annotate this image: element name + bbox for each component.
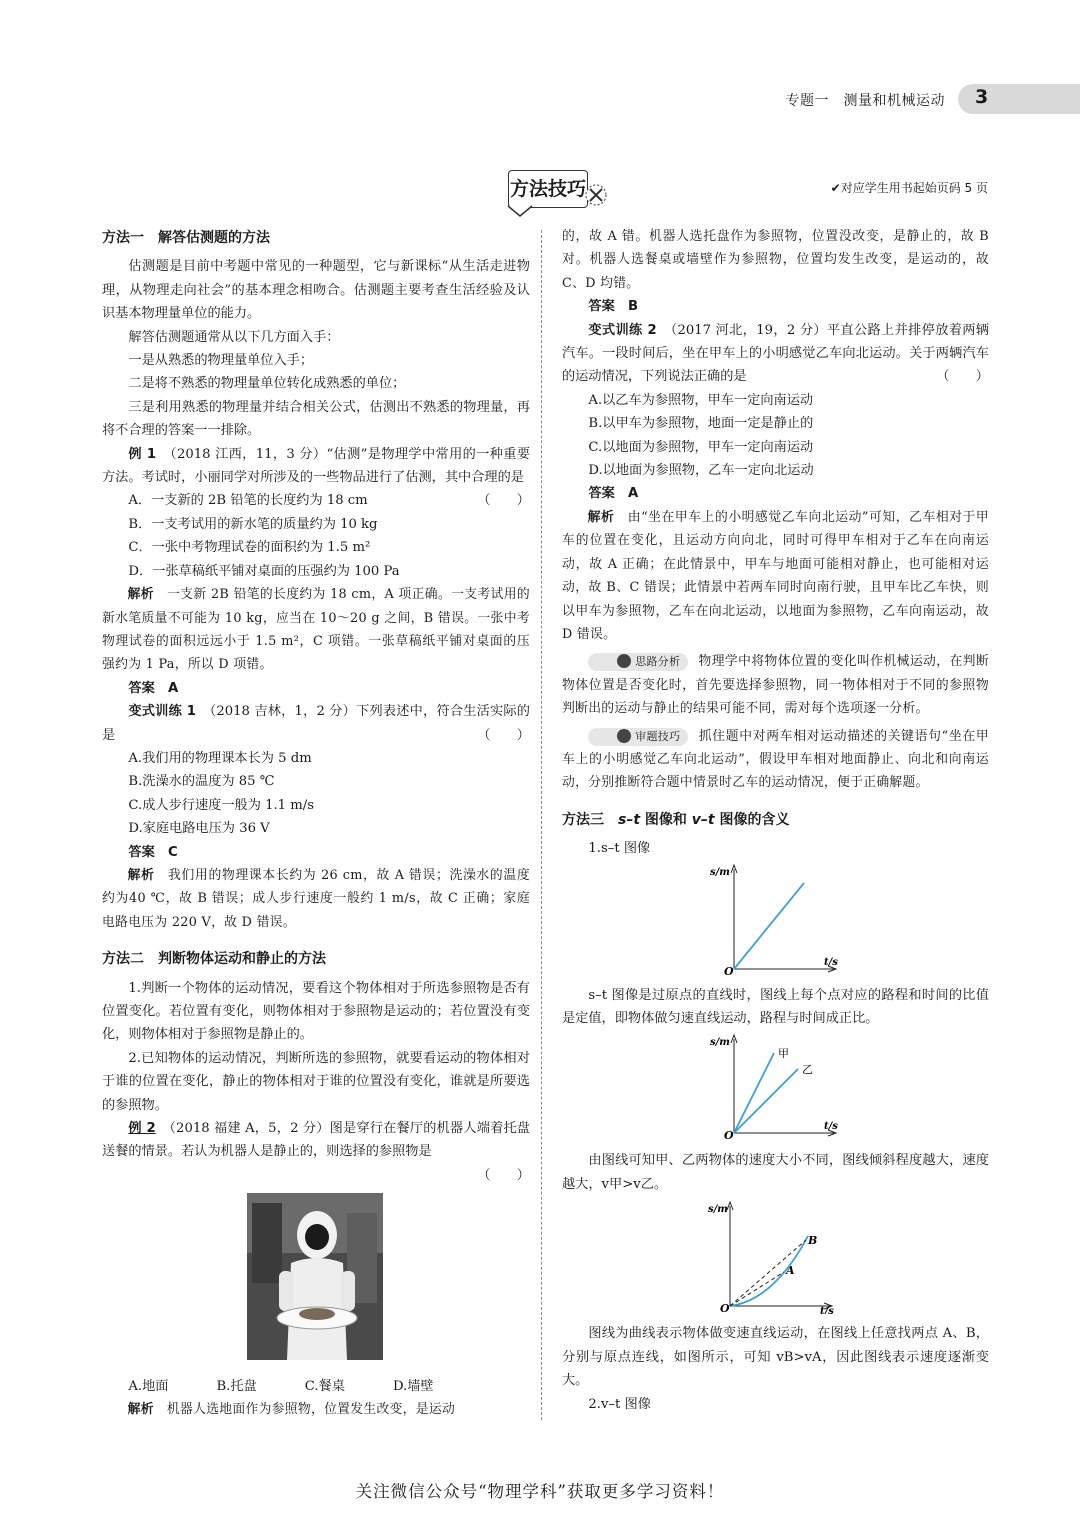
option: D.以地面为参照物，乙车一定向北运动 [588,463,814,479]
example-text: （2018 江西，11，3 分）“估测”是物理学中常用的一种重要方法。考试时，小丽同学对所涉及的一些物品进行了估测，其中合理的是 [102,446,531,486]
paragraph: 一是从熟悉的物理量单位入手； [128,353,314,369]
option: D．一张草稿纸平铺对桌面的压强约为 100 Pa [128,563,400,579]
reading-tips [562,725,989,795]
x-axis-label: t/s [824,956,838,968]
paragraph: 2.已知物体的运动情况，判断所选的参照物，就要看运动的物体相对于谁的位置在变化，静止的物体相对于谁的位置没有变化，谁就是所要选的参照物。 [102,1050,530,1113]
option: B.以甲车为参照物，地面一定是静止的 [588,416,814,432]
origin-label: O [720,1302,730,1314]
answer [102,677,530,700]
answer [102,841,530,864]
answer [562,295,989,318]
origin-label: O [724,964,734,976]
variant-label: 变式训练 1 [128,704,196,720]
paragraph: 1.判断一个物体的运动情况，要看这个物体相对于所选参照物是否有位置变化。若位置有变化，则物体相对于参照物是运动的；若位置没有变化，则物体相对于参照物是静止的。 [102,980,530,1043]
option: D.家庭电路电压为 36 V [128,821,270,837]
analysis [562,506,989,646]
subheading: 2.v–t 图像 [588,1396,651,1412]
analysis [102,583,530,677]
answer-value: C [167,844,178,860]
banner-pointer [506,205,536,217]
analysis-continued: 的，故 A 错。机器人选托盘作为参照物，位置没改变，是静止的，故 B 对。机器人选餐桌或墙壁作为参照物，位置均发生改变，是运动的，故 C、D 均错。 [562,229,989,291]
thinking-text: 物理学中将物体位置的变化叫作机械运动，在判断物体位置是否变化时，首先要选择参照物，同一物体相对于不同的参照物判断出的运动与静止的结果可能不同，需对每个选项逐一分析。 [562,654,989,717]
paragraph: 估测题是目前中考题中常见的一种题型，它与新课标“从生活走进物理，从物理走向社会”的基本理念相吻合。估测题主要考查生活经验及认识基本物理量单位的能力。 [102,259,530,322]
x-axis-label: t/s [820,1306,834,1314]
example-2-options [128,1375,530,1398]
option: B．一支考试用的新水笔的质量约为 10 kg [128,516,378,532]
st-graph-curve [562,1196,989,1314]
option: C．一张中考物理试卷的面积约为 1.5 m² [128,540,371,556]
analysis-label: 解析 [127,867,155,883]
answer-paren: （ ） [477,727,530,743]
y-axis-label: s/m [710,866,730,878]
lightbulb-icon [617,654,631,668]
column-divider [541,230,542,1420]
option: A.我们用的物理课本长为 5 dm [128,750,312,766]
paragraph: 三是利用熟悉的物理量并结合相关公式，估测出不熟悉的物理量，再将不合理的答案一一排除。 [102,399,530,439]
point-label-a: A [786,1264,795,1277]
option: D.墙壁 [392,1378,434,1394]
option: C.餐桌 [304,1378,345,1394]
answer-label: 答案 [588,299,615,315]
reading-text: 抓住题中对两车相对运动描述的关键语句“坐在甲车上的小明感觉乙车向北运动”，假设甲车相对地面静止、向北和向南运动，分别推断符合题中情景时乙车的运动情况，便于正确解题。 [562,728,989,791]
variant-text: （2018 吉林，1，2 分）下列表述中，符合生活实际的是 [102,704,530,743]
subheading: 1.s–t 图像 [588,841,651,857]
analysis [102,1398,530,1421]
analysis-label: 解析 [127,587,154,603]
paragraph: 图线为曲线表示物体做变速直线运动，在图线上任意找两点 A、B，分别与原点连线，如图所示，可知 vB>vA，因此图线表示速度逐渐变大。 [562,1326,989,1389]
example-text: （2018 福建 A，5，2 分）图是穿行在餐厅的机器人端着托盘送餐的情景。若认为机器人是静止的，则选择的参照物是 [102,1121,530,1160]
option: B.托盘 [216,1378,257,1394]
answer-label: 答案 [588,486,615,502]
thinking-badge [588,653,689,671]
option: A.地面 [128,1378,169,1394]
st-graph-uniform [562,861,989,976]
analysis-text: 我们用的物理课本长约为 26 cm，故 A 错误；洗澡水的温度约为40 ℃，故 B 错误；成人步行速度一般约 1 m/s，故 C 正确；家庭电路电压为 220 V，故 D 错误。 [102,867,530,930]
method-three-heading: 方法三 s–t 图像和 v–t 图像的含义 [562,811,790,828]
answer-label: 答案 [128,680,155,696]
analysis [102,864,530,934]
tools-icon [584,183,608,207]
option: A．一支新的 2B 铅笔的长度约为 18 cm [128,493,368,509]
badge-label: 思路分析 [635,655,681,669]
answer-paren: （ ） [477,493,530,509]
example-2 [102,1117,530,1164]
method-one-heading: 方法一 解答估测题的方法 [102,230,270,246]
page-number: 3 [975,86,989,108]
answer-paren: （ ） [477,1167,530,1183]
robot-waiter-photo [247,1193,383,1360]
magnifier-icon [617,729,631,743]
x-axis-label: t/s [824,1120,838,1132]
analysis-text: 由“坐在甲车上的小明感觉乙车向北运动”可知，乙车相对于甲车的位置在变化，且运动方向向北，同时可得甲车相对于乙车在向南运动，故 A 正确；在此情景中，甲车与地面可能相对静止，也可能相对运动，故 B、C 错误；此情景中若两车同时向南行驶，且甲车比乙车快，则以甲车为参照物，乙车在向北运动，以地面为参照物，乙车向南运动，故 D 错误。 [562,509,990,642]
answer-value: A [167,680,179,696]
answer-label: 答案 [128,844,155,860]
footer-note: 关注微信公众号“物理学科”获取更多学习资料！ [355,1482,725,1501]
analysis-text: 一支新 2B 铅笔的长度约为 18 cm，A 项正确。一支考试用的新水笔质量不可能为 10 kg，应当在 10～20 g 之间，B 错误。一张中考物理试卷的面积远远小于 1.5 m²，C 项错。一张草稿纸平铺对桌面的压强约为 1 Pa，所以 D 项错。 [102,587,530,673]
option: B.洗澡水的温度为 85 ℃ [128,774,275,790]
variant-text: （2017 河北，19，2 分）平直公路上并排停放着两辆汽车。一段时间后，坐在甲车上的小明感觉乙车向北运动。关于两辆汽车的运动情况，下列说法正确的是 [562,322,989,385]
right-column [562,225,989,1416]
analysis-label: 解析 [587,509,615,525]
thinking-analysis [562,650,989,720]
section-banner: 方法技巧 [508,170,588,208]
variant-label: 变式训练 2 [588,322,657,338]
y-axis-label: s/m [708,1204,728,1215]
paragraph: s–t 图像是过原点的直线时，图线上每个点对应的路程和时间的比值是定值，即物体做匀速直线运动，路程与时间成正比。 [562,987,989,1027]
line-label-yi: 乙 [802,1062,813,1076]
variant-1 [102,700,530,747]
variant-2 [562,319,989,389]
analysis-label: 解析 [127,1402,154,1418]
origin-label: O [724,1128,734,1141]
example-label: 例 1 [128,446,157,462]
page-reference: ✔对应学生用书起始页码 5 页 [830,181,988,195]
option: C.以地面为参照物，甲车一定向南运动 [588,439,814,455]
reading-badge [588,728,689,746]
answer [562,482,989,505]
st-graph-two-lines [562,1031,989,1141]
badge-label: 审题技巧 [635,729,681,743]
answer-paren: （ ） [936,369,989,385]
left-column [102,225,530,1421]
y-axis-label: s/m [710,1036,730,1048]
paragraph: 由图线可知甲、乙两物体的速度大小不同，图线倾斜程度越大，速度越大，v甲>v乙。 [562,1153,989,1192]
paragraph: 二是将不熟悉的物理量单位转化成熟悉的单位； [128,376,406,392]
topic-header: 专题一 测量和机械运动 [785,93,945,109]
answer-value: A [627,486,639,502]
answer-value: B [627,299,639,315]
point-label-b: B [808,1234,818,1247]
option: A.以乙车为参照物，甲车一定向南运动 [588,392,814,408]
example-label: 例 2 [128,1121,156,1137]
analysis-text: 机器人选地面作为参照物，位置发生改变，是运动 [166,1402,456,1418]
paragraph: 解答估测题通常从以下几方面入手： [128,329,340,345]
line-label-jia: 甲 [778,1046,789,1060]
method-two-heading: 方法二 判断物体运动和静止的方法 [102,951,326,968]
option: C.成人步行速度一般为 1.1 m/s [128,797,314,813]
